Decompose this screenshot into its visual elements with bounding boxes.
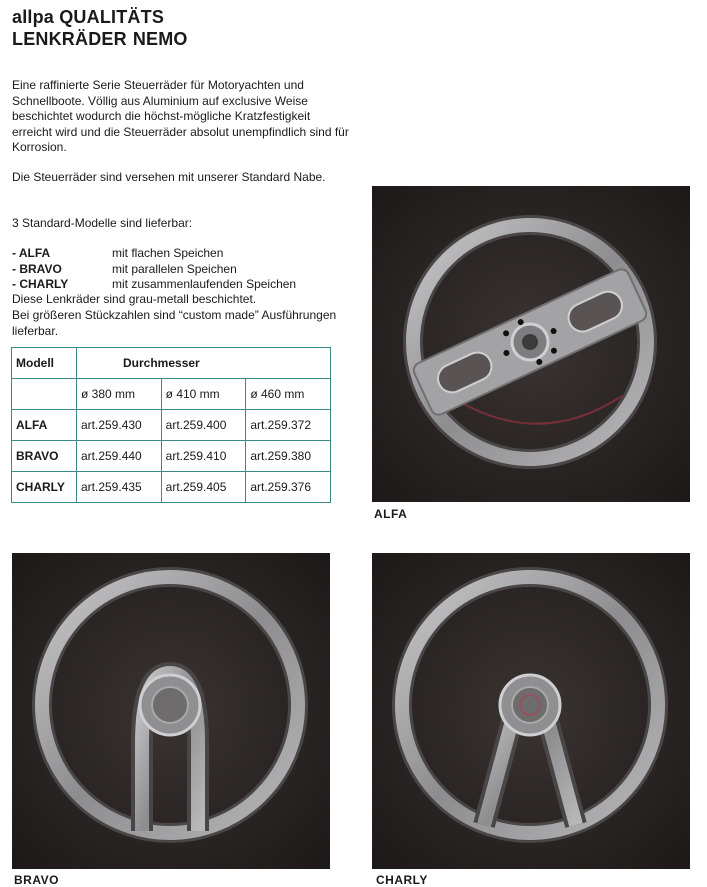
size-cell: ø 460 mm bbox=[246, 379, 331, 410]
brand-name: allpa bbox=[12, 7, 55, 27]
table-cell: art.259.405 bbox=[161, 472, 246, 503]
charly-caption: CHARLY bbox=[376, 873, 428, 887]
model-name: - ALFA bbox=[12, 246, 51, 260]
row-model: ALFA bbox=[12, 410, 77, 441]
custom-note: Bei größeren Stückzahlen sind “custom made” Ausführungen lieferbar. bbox=[12, 308, 337, 338]
list-item bbox=[12, 262, 296, 278]
table-row bbox=[12, 441, 331, 472]
model-description: mit flachen Speichen bbox=[112, 246, 224, 260]
bravo-wheel-illustration bbox=[12, 553, 330, 869]
model-name: - CHARLY bbox=[12, 277, 69, 291]
list-item bbox=[12, 246, 296, 262]
table-cell: art.259.372 bbox=[246, 410, 331, 441]
title-series: NEMO bbox=[132, 29, 188, 49]
title-line1: QUALITÄTS bbox=[59, 7, 165, 27]
table-cell bbox=[12, 379, 77, 410]
model-description: mit zusammenlaufenden Speichen bbox=[112, 277, 297, 291]
table-row bbox=[12, 472, 331, 503]
row-model: BRAVO bbox=[12, 441, 77, 472]
table-cell: art.259.380 bbox=[246, 441, 331, 472]
bravo-caption: BRAVO bbox=[14, 873, 59, 887]
table-cell: art.259.440 bbox=[77, 441, 162, 472]
alfa-caption: ALFA bbox=[374, 507, 408, 521]
models-intro: 3 Standard-Modelle sind lieferbar: bbox=[12, 216, 193, 230]
alfa-wheel-illustration bbox=[372, 186, 690, 502]
charly-wheel-illustration bbox=[372, 553, 690, 869]
table-header-row bbox=[12, 348, 331, 379]
intro-paragraph: Eine raffinierte Serie Steuerräder für Motoryachten und Schnellboote. Völlig aus Aluminium auf exclusive Weise beschichtet wodurch die höchst-mögliche Kratzfestigkeit erreicht wird und die Steuerräder absolut unempfindlich sind für Korrosion. bbox=[12, 78, 349, 154]
model-description: mit parallelen Speichen bbox=[112, 261, 237, 276]
page-title bbox=[12, 6, 188, 50]
list-item bbox=[12, 277, 296, 293]
bravo-wheel-photo bbox=[12, 553, 330, 869]
model-list bbox=[12, 246, 296, 293]
size-cell: ø 410 mm bbox=[161, 379, 246, 410]
table-row bbox=[12, 410, 331, 441]
table-cell: art.259.410 bbox=[161, 441, 246, 472]
header-diameter: Durchmesser bbox=[77, 348, 331, 379]
charly-wheel-photo bbox=[372, 553, 690, 869]
title-product: LENKRÄDER bbox=[12, 29, 127, 49]
hub-paragraph: Die Steuerräder sind versehen mit unserer Standard Nabe. bbox=[12, 170, 326, 184]
model-name: - BRAVO bbox=[12, 261, 62, 276]
table-cell: art.259.400 bbox=[161, 410, 246, 441]
table-size-row bbox=[12, 379, 331, 410]
alfa-wheel-photo bbox=[372, 186, 690, 502]
coating-note: Diese Lenkräder sind grau-metall beschichtet. bbox=[12, 292, 257, 306]
row-model: CHARLY bbox=[12, 472, 77, 503]
size-cell: ø 380 mm bbox=[77, 379, 162, 410]
header-model: Modell bbox=[12, 348, 77, 379]
table-cell: art.259.430 bbox=[77, 410, 162, 441]
article-table bbox=[11, 347, 331, 503]
title-line2 bbox=[12, 28, 188, 50]
table-cell: art.259.435 bbox=[77, 472, 162, 503]
table-cell: art.259.376 bbox=[246, 472, 331, 503]
